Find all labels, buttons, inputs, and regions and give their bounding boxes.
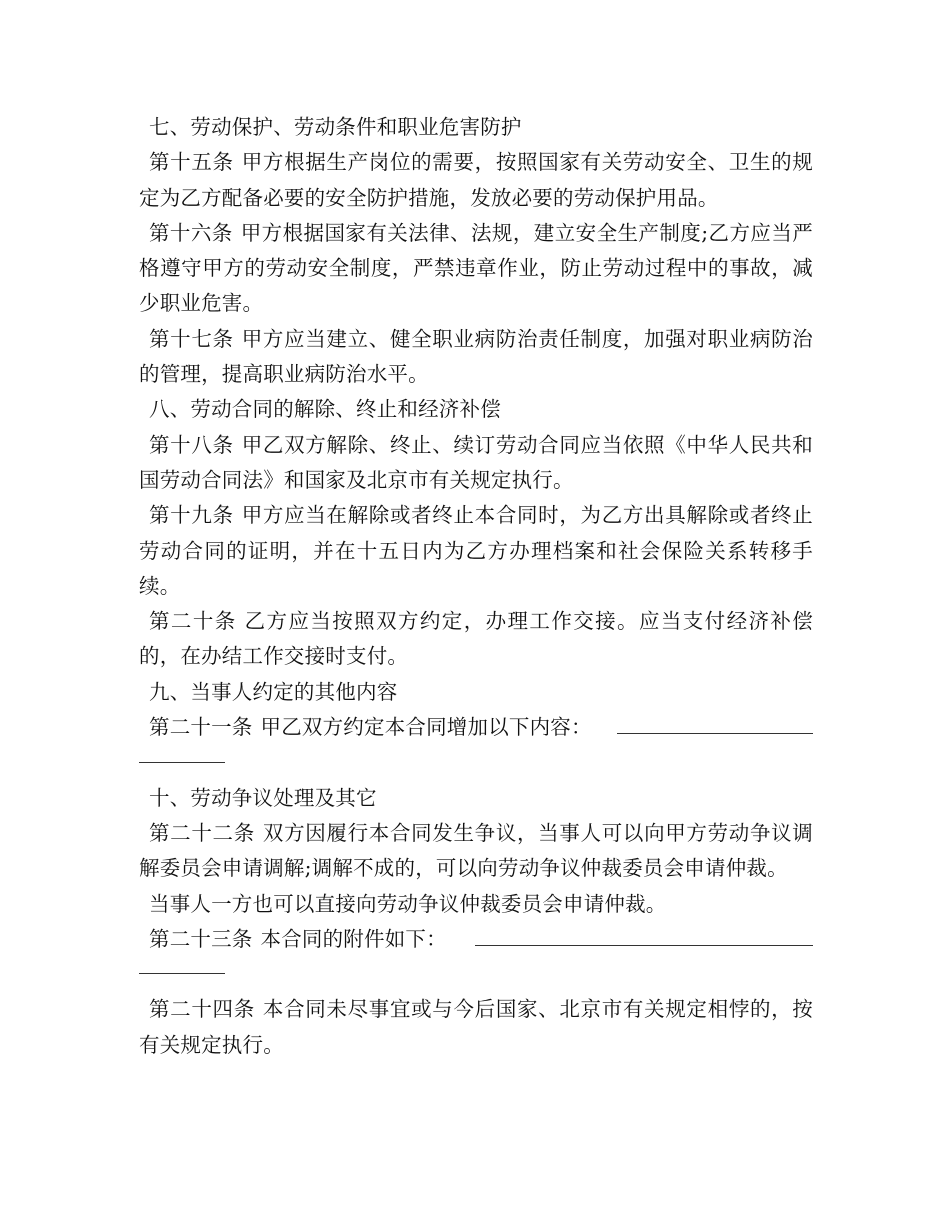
article-21-text: 甲乙双方约定本合同增加以下内容：	[260, 715, 592, 740]
article-23-blank-line[interactable]	[475, 945, 813, 946]
article-19-number: 第十九条	[149, 503, 234, 528]
article-21-blank-line[interactable]	[617, 733, 813, 734]
article-22-text: 双方因履行本合同发生争议，当事人可以向甲方劳动争议调解委员会申请调解;调解不成的，可以向劳动争议仲裁委员会申请仲裁。	[139, 820, 814, 881]
article-23-text: 本合同的附件如下：	[260, 926, 447, 951]
article-22-extra: 当事人一方也可以直接向劳动争议仲裁委员会申请仲裁。	[149, 891, 667, 916]
article-22	[139, 816, 813, 887]
article-16-number: 第十六条	[149, 220, 233, 245]
article-20-text: 乙方应当按照双方约定，办理工作交接。应当支付经济补偿的，在办结工作交接时支付。	[139, 609, 813, 669]
article-17-number: 第十七条	[149, 326, 234, 351]
article-21-number: 第二十一条	[149, 715, 253, 740]
section-8-heading: 八、劳动合同的解除、终止和经济补偿	[149, 397, 501, 422]
article-24-text: 本合同未尽事宜或与今后国家、北京市有关规定相悖的，按有关规定执行。	[139, 997, 814, 1057]
article-18	[139, 428, 813, 499]
article-15-number: 第十五条	[149, 150, 234, 175]
section-10-heading: 十、劳动争议处理及其它	[149, 785, 377, 810]
article-20	[139, 604, 813, 675]
article-16	[139, 216, 813, 322]
article-23-blank-line-tail	[139, 973, 225, 974]
article-22-number: 第二十二条	[149, 820, 255, 845]
article-23-blank-line-continued	[139, 957, 813, 992]
article-20-number: 第二十条	[149, 609, 237, 634]
article-24-number: 第二十四条	[149, 997, 255, 1022]
article-19-text: 甲方应当在解除或者终止本合同时，为乙方出具解除或者终止劳动合同的证明，并在十五日内为乙方办理档案和社会保险关系转移手续。	[139, 503, 813, 598]
article-24	[139, 992, 813, 1063]
section-7-heading: 七、劳动保护、劳动条件和职业危害防护	[149, 115, 522, 139]
contract-page	[139, 110, 813, 1063]
article-15-text: 甲方根据生产岗位的需要，按照国家有关劳动安全、卫生的规定为乙方配备必要的安全防护措施，发放必要的劳动保护用品。	[139, 150, 813, 210]
article-23-number: 第二十三条	[149, 926, 253, 951]
article-21	[139, 710, 813, 745]
section-9-heading: 九、当事人约定的其他内容	[149, 679, 398, 704]
article-16-text: 甲方根据国家有关法律、法规，建立安全生产制度;乙方应当严格遵守甲方的劳动安全制度，严禁违章作业，防止劳动过程中的事故，减少职业危害。	[139, 220, 813, 316]
article-18-text: 甲乙双方解除、终止、续订劳动合同应当依照《中华人民共和国劳动合同法》和国家及北京市有关规定执行。	[139, 432, 813, 492]
article-21-blank-line-continued	[139, 745, 813, 780]
article-18-number: 第十八条	[149, 432, 234, 457]
article-19	[139, 498, 813, 604]
article-15	[139, 145, 813, 216]
article-17	[139, 322, 813, 393]
article-23	[139, 922, 813, 957]
article-21-blank-line-tail	[139, 762, 225, 763]
article-17-text: 甲方应当建立、健全职业病防治责任制度，加强对职业病防治的管理，提高职业病防治水平。	[139, 326, 813, 387]
